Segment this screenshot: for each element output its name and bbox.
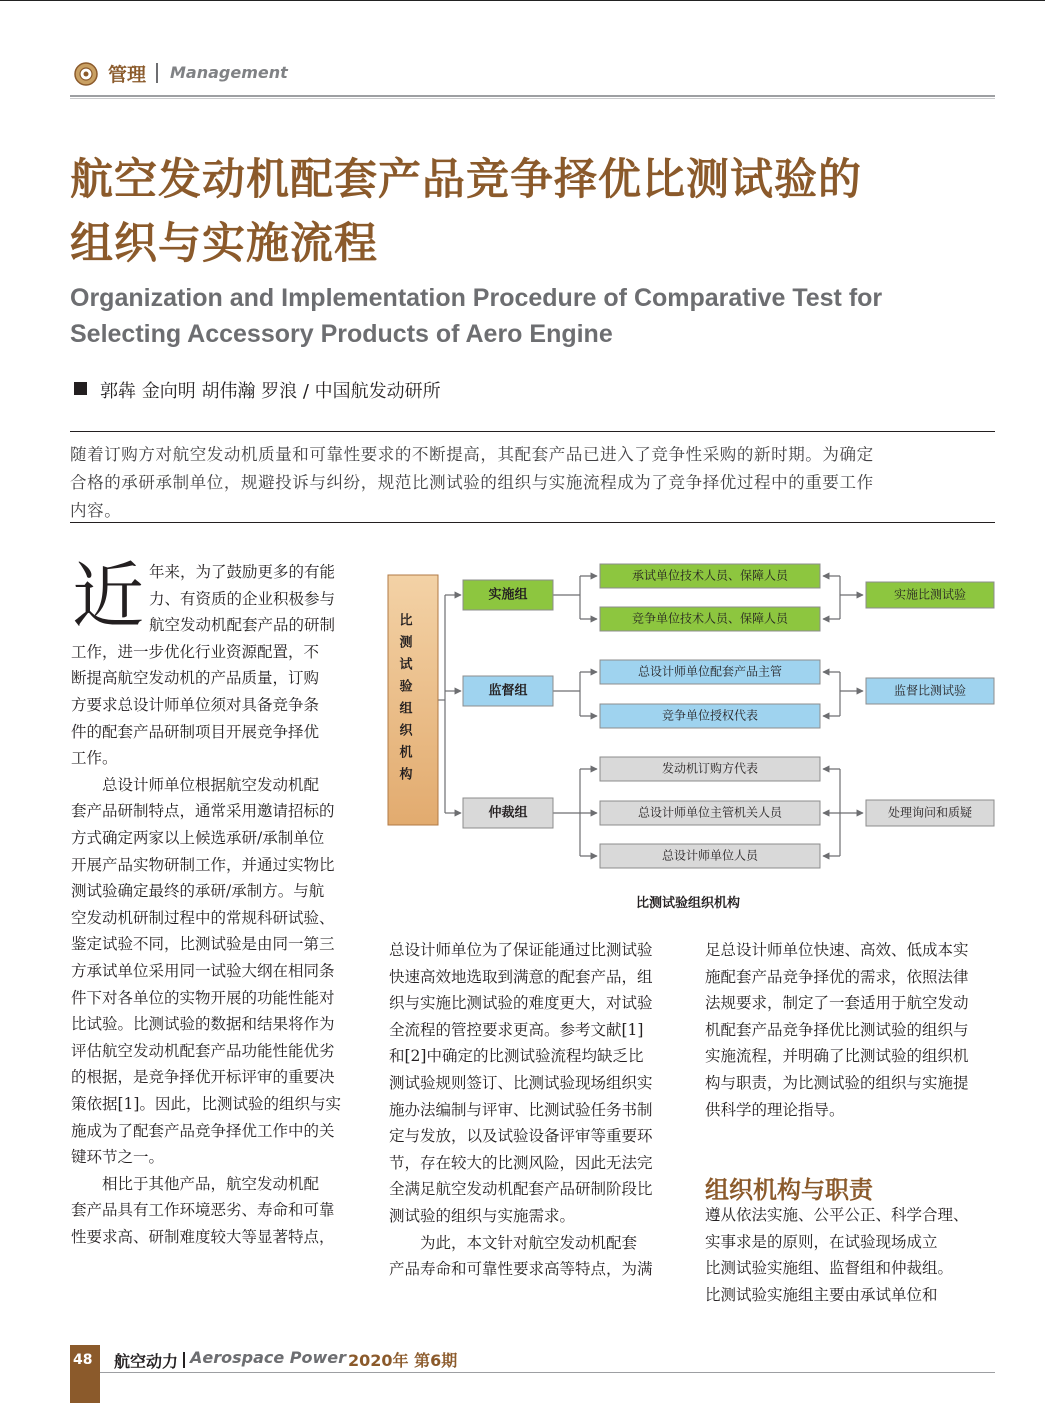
header-separator <box>156 63 158 83</box>
abstract-top-rule <box>70 431 995 432</box>
diagram-root-char: 测 <box>399 635 413 651</box>
body-text-line: 快速高效地选取到满意的配套产品，组 <box>389 967 653 986</box>
body-text-line: 鉴定试验不同，比测试验是由同一第三 <box>71 935 335 954</box>
body-text-line: 全流程的管控要求更高。参考文献[1] <box>389 1020 644 1039</box>
body-text-line: 方要求总设计师单位须对具备竞争条 <box>71 696 320 714</box>
body-text-line: 遵从依法实施、公平公正、科学合理、 <box>705 1206 969 1224</box>
body-text-line: 测试验确定最终的承研/承制方。与航 <box>71 882 325 901</box>
body-text-line: 机配套产品竞争择优比测试验的组织与 <box>705 1020 969 1039</box>
body-text-line: 件的配套产品研制项目开展竞争择优 <box>71 722 320 741</box>
body-text-line: 比试验。比测试验的数据和结果将作为 <box>71 1015 335 1034</box>
top-border <box>0 0 1045 1</box>
org-structure-diagram <box>385 555 997 890</box>
body-text-line: 性要求高、研制难度较大等显著特点， <box>71 1228 335 1246</box>
body-text-line: 构与职责，为比测试验的组织与实施提 <box>705 1074 969 1092</box>
body-text-line: 织与实施比测试验的难度更大，对试验 <box>389 994 653 1013</box>
body-text-line: 套产品具有工作环境恶劣、寿命和可靠 <box>71 1201 335 1220</box>
body-text-line: 开展产品实物研制工作，并通过实物比 <box>71 855 335 874</box>
diagram-root-char: 构 <box>399 767 413 783</box>
body-text-line: 套产品研制特点，通常采用邀请招标的 <box>71 802 335 821</box>
diagram-root-char: 试 <box>399 657 413 673</box>
diagram-group-label: 仲裁组 <box>488 805 528 821</box>
diagram-group-label: 监督组 <box>488 683 528 699</box>
body-text-line: 工作，进一步优化行业资源配置，不 <box>71 642 320 661</box>
body-text-line: 法规要求，制定了一套适用于航空发动 <box>705 994 969 1013</box>
section-label-en: Management <box>170 63 288 82</box>
journal-name-cn: 航空动力 <box>114 1352 179 1371</box>
author-bullet-icon <box>74 382 87 395</box>
body-text-line: 定与发放，以及试验设备评审等重要环 <box>389 1127 653 1146</box>
body-text-line: 实施流程，并明确了比测试验的组织机 <box>705 1047 969 1066</box>
body-text-line: 足总设计师单位快速、高效、低成本实 <box>705 941 969 959</box>
body-text-line: 总设计师单位根据航空发动机配 <box>71 775 320 794</box>
body-text-line: 评估航空发动机配套产品功能性能优劣 <box>71 1041 335 1060</box>
abstract-line: 内容。 <box>70 501 122 520</box>
body-text-line: 产品寿命和可靠性要求高等特点，为满 <box>389 1260 653 1279</box>
body-text-line: 测试验的组织与实施需求。 <box>389 1207 576 1225</box>
article-title-cn-line1: 航空发动机配套产品竞争择优比测试验的 <box>70 155 862 205</box>
diagram-member-label: 总设计师单位配套产品主管 <box>637 664 783 679</box>
abstract-line: 随着订购方对航空发动机质量和可靠性要求的不断提高，其配套产品已进入了竞争性采购的新时期。为确定 <box>70 445 874 464</box>
body-text-line: 施成为了配套产品竞争择优工作中的关 <box>71 1121 335 1140</box>
diagram-root-char: 织 <box>399 723 413 739</box>
diagram-root-box <box>388 575 438 825</box>
header-rule-thin <box>70 98 995 99</box>
diagram-group-label: 实施组 <box>488 587 528 603</box>
body-text-line: 工作。 <box>71 749 118 768</box>
body-text-line: 键环节之一。 <box>71 1148 165 1167</box>
body-text-line: 策依据[1]。因此，比测试验的组织与实 <box>71 1095 341 1113</box>
body-text-line: 测试验规则签订、比测试验现场组织实 <box>389 1074 653 1092</box>
figure-caption: 比测试验组织机构 <box>636 896 741 911</box>
diagram-duty-label: 监督比测试验 <box>893 683 967 698</box>
journal-name-en: Aerospace Power <box>190 1348 347 1367</box>
author-line: 郭犇 金向明 胡伟瀚 罗浪 / 中国航发动研所 <box>100 381 441 402</box>
section-heading: 组织机构与职责 <box>705 1176 873 1204</box>
body-text-line: 比测试验实施组主要由承试单位和 <box>705 1285 938 1304</box>
body-text-line: 和[2]中确定的比测试验流程均缺乏比 <box>389 1047 644 1066</box>
diagram-member-label: 竞争单位技术人员、保障人员 <box>631 611 789 626</box>
journal-issue: 2020年 第6期 <box>348 1351 458 1370</box>
body-text-line: 方式确定两家以上候选承研/承制单位 <box>71 829 325 847</box>
abstract-bottom-rule <box>70 522 995 523</box>
article-title-cn-line2: 组织与实施流程 <box>70 219 378 269</box>
body-text-line: 方承试单位采用同一试验大纲在相同条 <box>71 962 335 980</box>
body-text-line: 全满足航空发动机配套产品研制阶段比 <box>389 1180 653 1199</box>
journal-logo-icon <box>74 62 98 86</box>
body-text-line: 施办法编制与评审、比测试验任务书制 <box>389 1100 653 1119</box>
diagram-root-char: 组 <box>399 701 413 717</box>
body-text-line: 航空发动机配套产品的研制 <box>149 616 336 635</box>
body-text-line: 断提高航空发动机的产品质量，订购 <box>71 669 320 688</box>
page-number: 48 <box>73 1352 93 1368</box>
drop-cap: 近 <box>72 554 145 638</box>
body-text-line: 节，存在较大的比测风险，因此无法完 <box>389 1153 653 1172</box>
footer-separator <box>183 1352 185 1368</box>
diagram-root-char: 机 <box>399 745 413 761</box>
body-text-line: 相比于其他产品，航空发动机配 <box>71 1174 320 1193</box>
body-text-line: 的根据，是竞争择优开标评审的重要决 <box>71 1068 335 1087</box>
header-rule <box>70 95 995 97</box>
body-text-line: 总设计师单位为了保证能通过比测试验 <box>389 941 653 959</box>
diagram-member-label: 发动机订购方代表 <box>661 761 759 776</box>
article-title-en-line2: Selecting Accessory Products of Aero Engine <box>70 320 613 348</box>
body-text-line: 件下对各单位的实物开展的功能性能对 <box>71 988 335 1007</box>
body-text-line: 为此，本文针对航空发动机配套 <box>389 1233 638 1252</box>
body-text-line: 实事求是的原则，在试验现场成立 <box>705 1232 938 1251</box>
body-text-line: 供科学的理论指导。 <box>705 1100 845 1119</box>
body-text-line: 比测试验实施组、监督组和仲裁组。 <box>705 1259 954 1278</box>
diagram-member-label: 总设计师单位主管机关人员 <box>637 805 783 820</box>
diagram-member-label: 承试单位技术人员、保障人员 <box>631 568 789 583</box>
article-title-en-line1: Organization and Implementation Procedure of Comparative Test for <box>70 284 883 312</box>
diagram-duty-label: 实施比测试验 <box>893 587 967 602</box>
diagram-root-char: 验 <box>399 679 413 695</box>
diagram-duty-label: 处理询问和质疑 <box>887 805 973 820</box>
diagram-root-char: 比 <box>399 613 413 629</box>
diagram-member-label: 总设计师单位人员 <box>661 848 759 863</box>
abstract-line: 合格的承研承制单位，规避投诉与纠纷，规范比测试验的组织与实施流程成为了竞争择优过程中的重要工作 <box>70 473 874 492</box>
body-text-line: 力、有资质的企业积极参与 <box>149 589 336 608</box>
footer-rule <box>100 1372 995 1373</box>
body-text-line: 年来，为了鼓励更多的有能 <box>149 563 336 581</box>
body-text-line: 空发动机研制过程中的常规科研试验、 <box>71 908 335 927</box>
body-text-line: 施配套产品竞争择优的需求，依照法律 <box>705 967 969 986</box>
diagram-member-label: 竞争单位授权代表 <box>661 708 759 723</box>
section-label-cn: 管理 <box>108 64 147 86</box>
